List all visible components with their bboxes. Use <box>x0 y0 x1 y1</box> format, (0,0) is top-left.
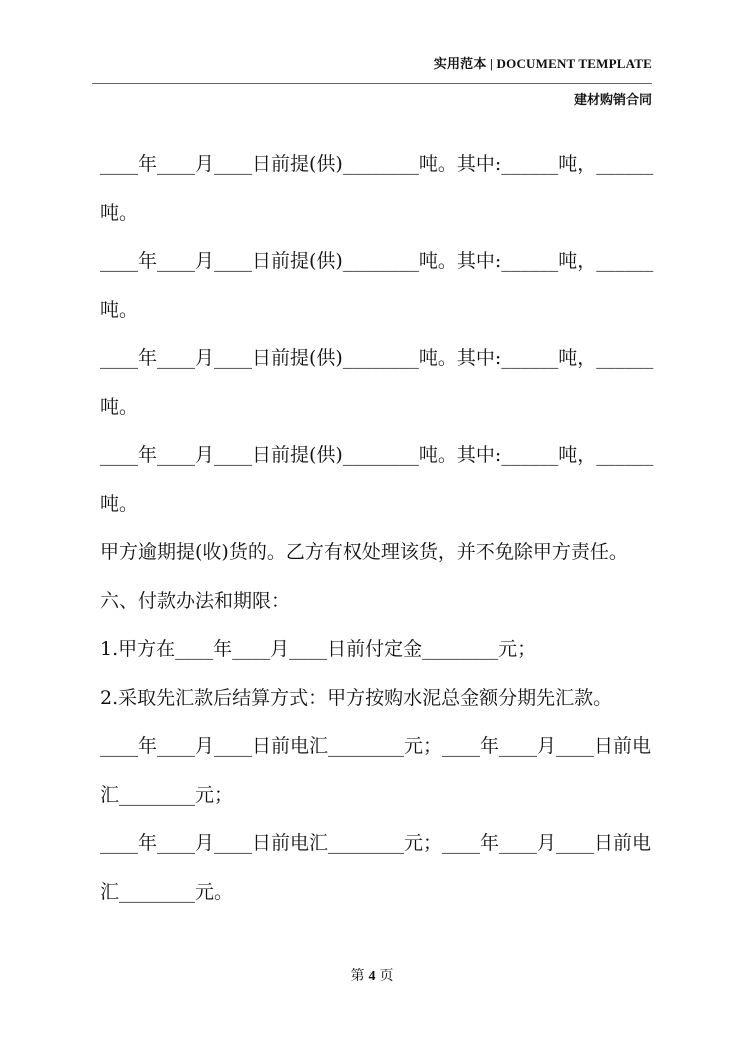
text-line: ____年____月____日前提(供)________吨。其中:______吨，______ <box>100 153 654 175</box>
page-suffix: 页 <box>379 968 394 984</box>
text-line: 1.甲方在____年____月____日前付定金________元； <box>100 638 537 660</box>
text-line: 汇________元； <box>100 783 234 806</box>
document-body <box>100 140 652 916</box>
page-footer <box>0 965 744 985</box>
text-line: 吨。 <box>100 395 139 418</box>
text-line: ____年____月____日前提(供)________吨。其中:______吨，______ <box>100 347 654 369</box>
header-title: 实用范本 | DOCUMENT TEMPLATE <box>433 56 652 71</box>
text-line: 汇________元。 <box>100 880 234 903</box>
text-line: ____年____月____日前提(供)________吨。其中:______吨，______ <box>100 444 654 466</box>
text-line: 吨。 <box>100 201 139 224</box>
page-number: 4 <box>368 969 376 984</box>
header-divider <box>92 83 652 84</box>
header-subtitle: 建材购销合同 <box>573 93 652 108</box>
text-line: 吨。 <box>100 492 139 515</box>
text-line: ____年____月____日前电汇________元；____年____月____日前电 <box>100 735 652 757</box>
section-heading: 六、付款办法和期限： <box>100 589 291 612</box>
text-line: 吨。 <box>100 298 139 321</box>
text-line: ____年____月____日前提(供)________吨。其中:______吨，______ <box>100 250 654 272</box>
page-prefix: 第 <box>350 968 365 984</box>
text-line: 甲方逾期提(收)货的。乙方有权处理该货，并不免除甲方责任。 <box>100 541 628 563</box>
text-line: 2.采取先汇款后结算方式：甲方按购水泥总金额分期先汇款。 <box>100 686 613 709</box>
text-line: ____年____月____日前电汇________元；____年____月____日前电 <box>100 832 652 854</box>
